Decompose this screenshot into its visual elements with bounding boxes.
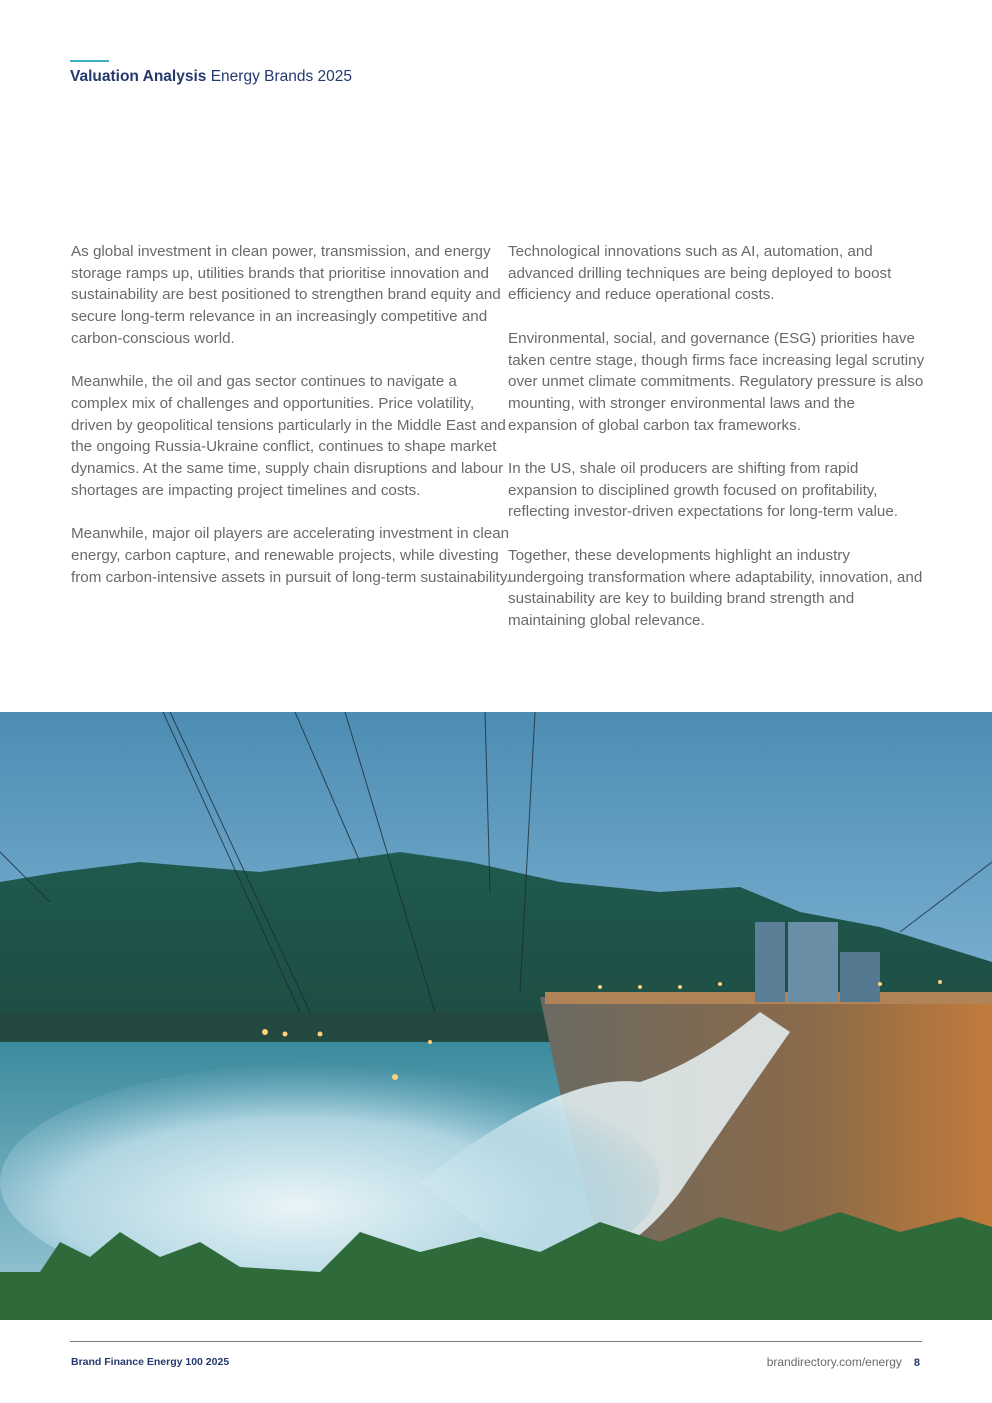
header-accent-rule xyxy=(70,60,109,62)
footer-publication: Brand Finance Energy 100 2025 xyxy=(71,1356,230,1368)
footer-url-link[interactable]: brandirectory.com/energy xyxy=(766,1355,902,1369)
header-section: Valuation Analysis xyxy=(70,68,207,85)
hydroelectric-dam-photo xyxy=(0,712,992,1320)
body-column-right xyxy=(508,241,928,653)
paragraph: Meanwhile, the oil and gas sector continues to navigate a complex mix of challenges and opportunities. Price volatility, driven by geopolitical tensions particularly in the Middle East and the ongoing Russia-Ukraine conflict, continues to shape market dynamics. At the same time, supply chain disruptions and labour shortages are impacting project timelines and costs. xyxy=(71,373,506,499)
paragraph: Technological innovations such as AI, automation, and advanced drilling techniques are being deployed to boost efficiency and reduce operational costs. xyxy=(508,243,892,304)
page-header xyxy=(70,68,352,86)
footer-divider xyxy=(70,1341,922,1342)
paragraph: Meanwhile, major oil players are accelerating investment in clean energy, carbon capture, and renewable projects, while divesting from carbon-intensive assets in pursuit of long-term sustainability. xyxy=(71,525,511,586)
footer-right xyxy=(767,1355,920,1369)
header-title: Energy Brands 2025 xyxy=(210,68,353,85)
paragraph: Together, these developments highlight an industry undergoing transformation where adaptability, innovation, and sustainability are key to building brand strength and maintaining global relevance. xyxy=(508,546,923,629)
paragraph: In the US, shale oil producers are shifting from rapid expansion to disciplined growth focused on profitability, reflecting investor-driven expectations for long-term value. xyxy=(508,460,898,521)
page-number: 8 xyxy=(913,1357,920,1369)
body-column-left xyxy=(71,241,511,610)
dam-illustration xyxy=(0,712,992,1320)
paragraph: As global investment in clean power, transmission, and energy storage ramps up, utilities brands that prioritise innovation and sustainability are best positioned to strengthen brand equity and secure long-term relevance in an increasingly competitive and carbon-conscious world. xyxy=(71,243,501,347)
paragraph: Environmental, social, and governance (ESG) priorities have taken centre stage, though firms face increasing legal scrutiny over unmet climate commitments. Regulatory pressure is also mounting, with stronger environmental laws and the expansion of global carbon tax frameworks. xyxy=(508,329,925,434)
